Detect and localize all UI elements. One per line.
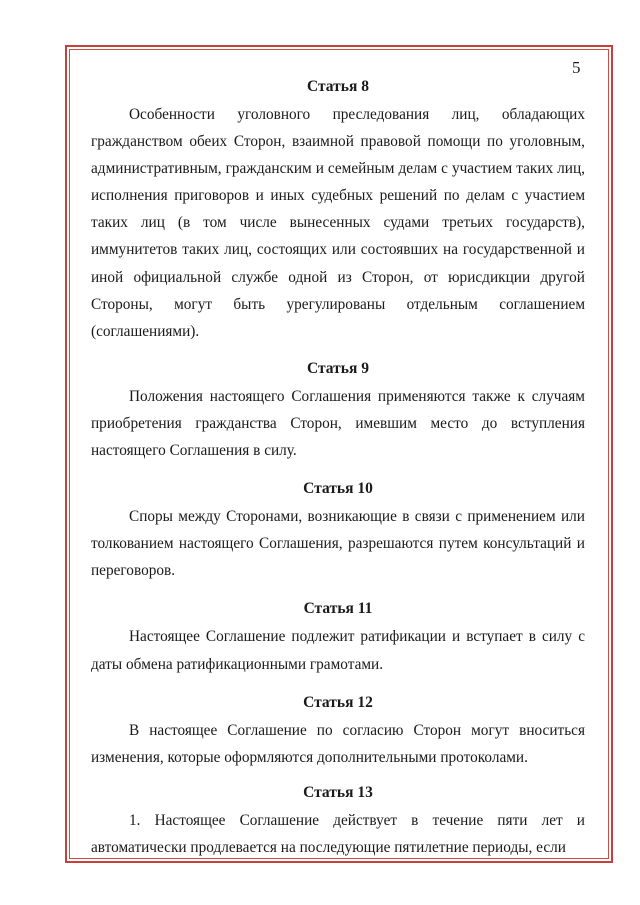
article-heading: Статья 11 (303, 600, 373, 618)
article-paragraph: 1. Настоящее Соглашение действует в течение пяти лет и автоматически продлевается на последующие пятилетние периоды, если (91, 811, 585, 856)
article-heading: Статья 10 (303, 480, 373, 498)
article-heading: Статья 13 (303, 783, 373, 801)
article-heading: Статья 8 (307, 78, 369, 95)
article-paragraph: Положения настоящего Соглашения применяются также к случаям приобретения гражданства Сторон, имевшим место до вступления настоящего Соглашения в силу. (91, 387, 585, 460)
article-heading: Статья 9 (307, 359, 369, 377)
page-number: 5 (572, 58, 581, 77)
article-heading: Статья 12 (303, 693, 373, 711)
article-paragraph: В настоящее Соглашение по согласию Сторон могут вноситься изменения, которые оформляются дополнительными протоколами. (91, 721, 585, 766)
article-paragraph: Особенности уголовного преследования лиц, обладающих гражданством обеих Сторон, взаимной правовой помощи по уголовным, административным, гражданским и семейным делам с участием таких лиц, исполнения приговоров и иных судебных решений по делам с участием таких лиц (в том числе вынесенных судами третьих государств), иммунитетов таких лиц, состоящих или состоявших на государственной и иной официальной службе одной из Сторон, от юрисдикции другой Стороны, могут быть урегулированы отдельным соглашением (соглашениями). (91, 106, 585, 340)
article-paragraph: Споры между Сторонами, возникающие в связи с применением или толкованием настоящего Соглашения, разрешаются путем консультаций и переговоров. (91, 508, 585, 580)
document-body (91, 73, 585, 861)
article-paragraph: Настоящее Соглашение подлежит ратификации и вступает в силу с даты обмена ратификационными грамотами. (91, 628, 585, 673)
